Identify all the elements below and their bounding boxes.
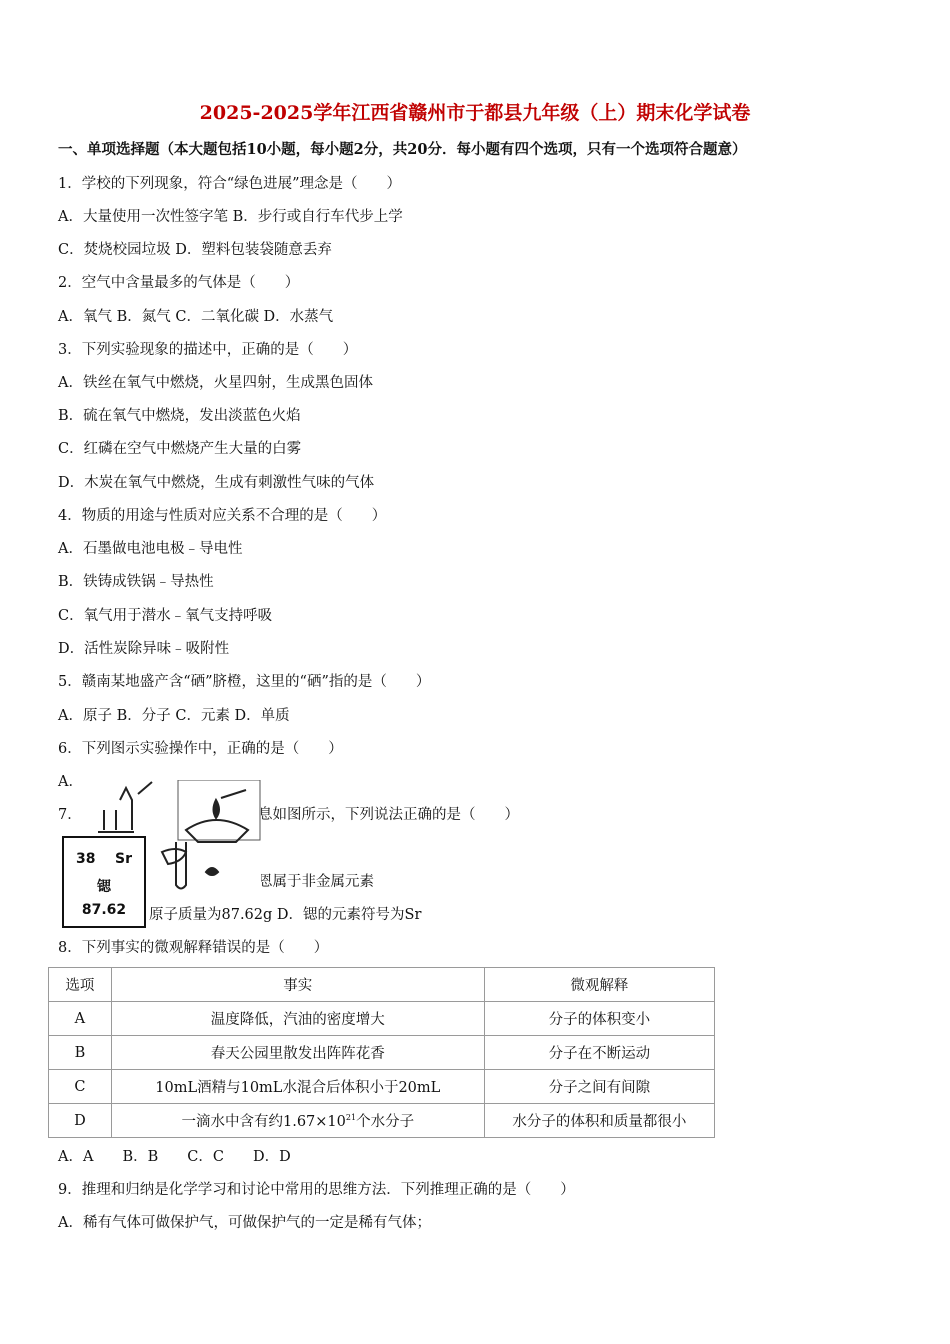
row-label: B <box>49 1036 112 1070</box>
match-icon <box>221 790 246 798</box>
question-9-option-a: A．稀有气体可做保护气，可做保护气的一定是稀有气体； <box>58 1215 431 1231</box>
question-4-option-b: B．铁铸成铁锅﹣导热性 <box>58 574 214 590</box>
question-7-option-c: 恩属于非金属元素 <box>258 874 374 890</box>
question-8-options: A．A B．B C．C D．D <box>58 1149 291 1165</box>
question-2: 2．空气中含量最多的气体是（ ） <box>58 275 300 291</box>
header-fact: 事实 <box>111 968 484 1002</box>
question-4-option-d: D．活性炭除异味﹣吸附性 <box>58 641 230 657</box>
row-explanation: 分子之间有间隙 <box>484 1070 714 1104</box>
table-row <box>49 1070 715 1104</box>
question-7-option-d: 原子质量为87.62g D．锶的元素符号为Sr <box>149 907 422 923</box>
row-label: D <box>49 1104 112 1138</box>
row-fact <box>111 1104 484 1138</box>
atomic-number: 38 <box>76 851 96 867</box>
row-fact: 10mL酒精与10mL水混合后体积小于20mL <box>111 1070 484 1104</box>
question-7-number: 7． <box>58 807 82 823</box>
row-label: C <box>49 1070 112 1104</box>
row-explanation: 分子的体积变小 <box>484 1002 714 1036</box>
hand-icon <box>162 849 186 864</box>
question-3-option-a: A．铁丝在氧气中燃烧，火星四射，生成黑色固体 <box>58 375 373 391</box>
fact-text: 一滴水中含有约1.67×10 <box>181 1114 346 1130</box>
periodic-element-card <box>62 836 146 928</box>
header-explanation: 微观解释 <box>484 968 714 1002</box>
q8-table <box>48 967 715 1138</box>
question-7-stem: 息如图所示，下列说法正确的是（ ） <box>258 807 519 823</box>
question-5-options: A．原子 B．分子 C．元素 D．单质 <box>58 708 290 724</box>
question-4: 4．物质的用途与性质对应关系不合理的是（ ） <box>58 508 387 524</box>
question-3-option-c: C．红磷在空气中燃烧产生大量的白雾 <box>58 441 302 457</box>
exam-title: 2025-2025学年江西省赣州市于都县九年级（上）期末化学试卷 <box>199 102 751 124</box>
question-6-option-a: A． <box>58 774 83 790</box>
bottle-icon <box>120 788 132 830</box>
question-6: 6．下列图示实验操作中，正确的是（ ） <box>58 741 343 757</box>
question-3: 3．下列实验现象的描述中，正确的是（ ） <box>58 342 358 358</box>
question-5: 5．赣南某地盛产含“硒”脐橙，这里的“硒”指的是（ ） <box>58 674 431 690</box>
question-1-options-ab: A．大量使用一次性签字笔 B．步行或自行车代步上学 <box>58 209 403 225</box>
flame-icon <box>214 800 220 818</box>
element-name: 锶 <box>97 879 111 895</box>
question-1: 1．学校的下列现象，符合“绿色进展”理念是（ ） <box>58 176 402 192</box>
fact-text-end: 个水分子 <box>356 1114 415 1130</box>
question-1-options-cd: C．焚烧校园垃圾 D．塑料包装袋随意丢弃 <box>58 242 332 258</box>
row-explanation: 水分子的体积和质量都很小 <box>484 1104 714 1138</box>
table-header-row <box>49 968 715 1002</box>
stone-icon <box>206 868 218 875</box>
question-8: 8．下列事实的微观解释错误的是（ ） <box>58 940 329 956</box>
table-row <box>49 1104 715 1138</box>
test-tube-rack-icon <box>98 810 134 832</box>
exponent: 21 <box>345 1113 357 1123</box>
element-symbol: Sr <box>115 851 132 867</box>
question-4-option-c: C．氧气用于潜水﹣氧气支持呼吸 <box>58 608 273 624</box>
table-row <box>49 1002 715 1036</box>
row-fact: 温度降低，汽油的密度增大 <box>111 1002 484 1036</box>
header-option: 选项 <box>49 968 112 1002</box>
table-row <box>49 1036 715 1070</box>
atomic-mass: 87.62 <box>81 902 127 918</box>
question-3-option-b: B．硫在氧气中燃烧，发出淡蓝色火焰 <box>58 408 301 424</box>
row-explanation: 分子在不断运动 <box>484 1036 714 1070</box>
dropper-icon <box>138 782 152 794</box>
question-9: 9．推理和归纳是化学学习和讨论中常用的思维方法．下列推理正确的是（ ） <box>58 1182 575 1198</box>
question-2-options: A．氧气 B．氮气 C．二氧化碳 D．水蒸气 <box>58 309 334 325</box>
section-heading: 一、单项选择题（本大题包括10小题，每小题2分，共20分．每小题有四个选项，只有一个选项符合题意） <box>58 141 747 158</box>
question-3-option-d: D．木炭在氧气中燃烧，生成有刺激性气味的气体 <box>58 475 375 491</box>
alcohol-lamp-icon <box>186 820 248 842</box>
question-4-option-a: A．石墨做电池电极﹣导电性 <box>58 541 243 557</box>
row-label: A <box>49 1002 112 1036</box>
row-fact: 春天公园里散发出阵阵花香 <box>111 1036 484 1070</box>
